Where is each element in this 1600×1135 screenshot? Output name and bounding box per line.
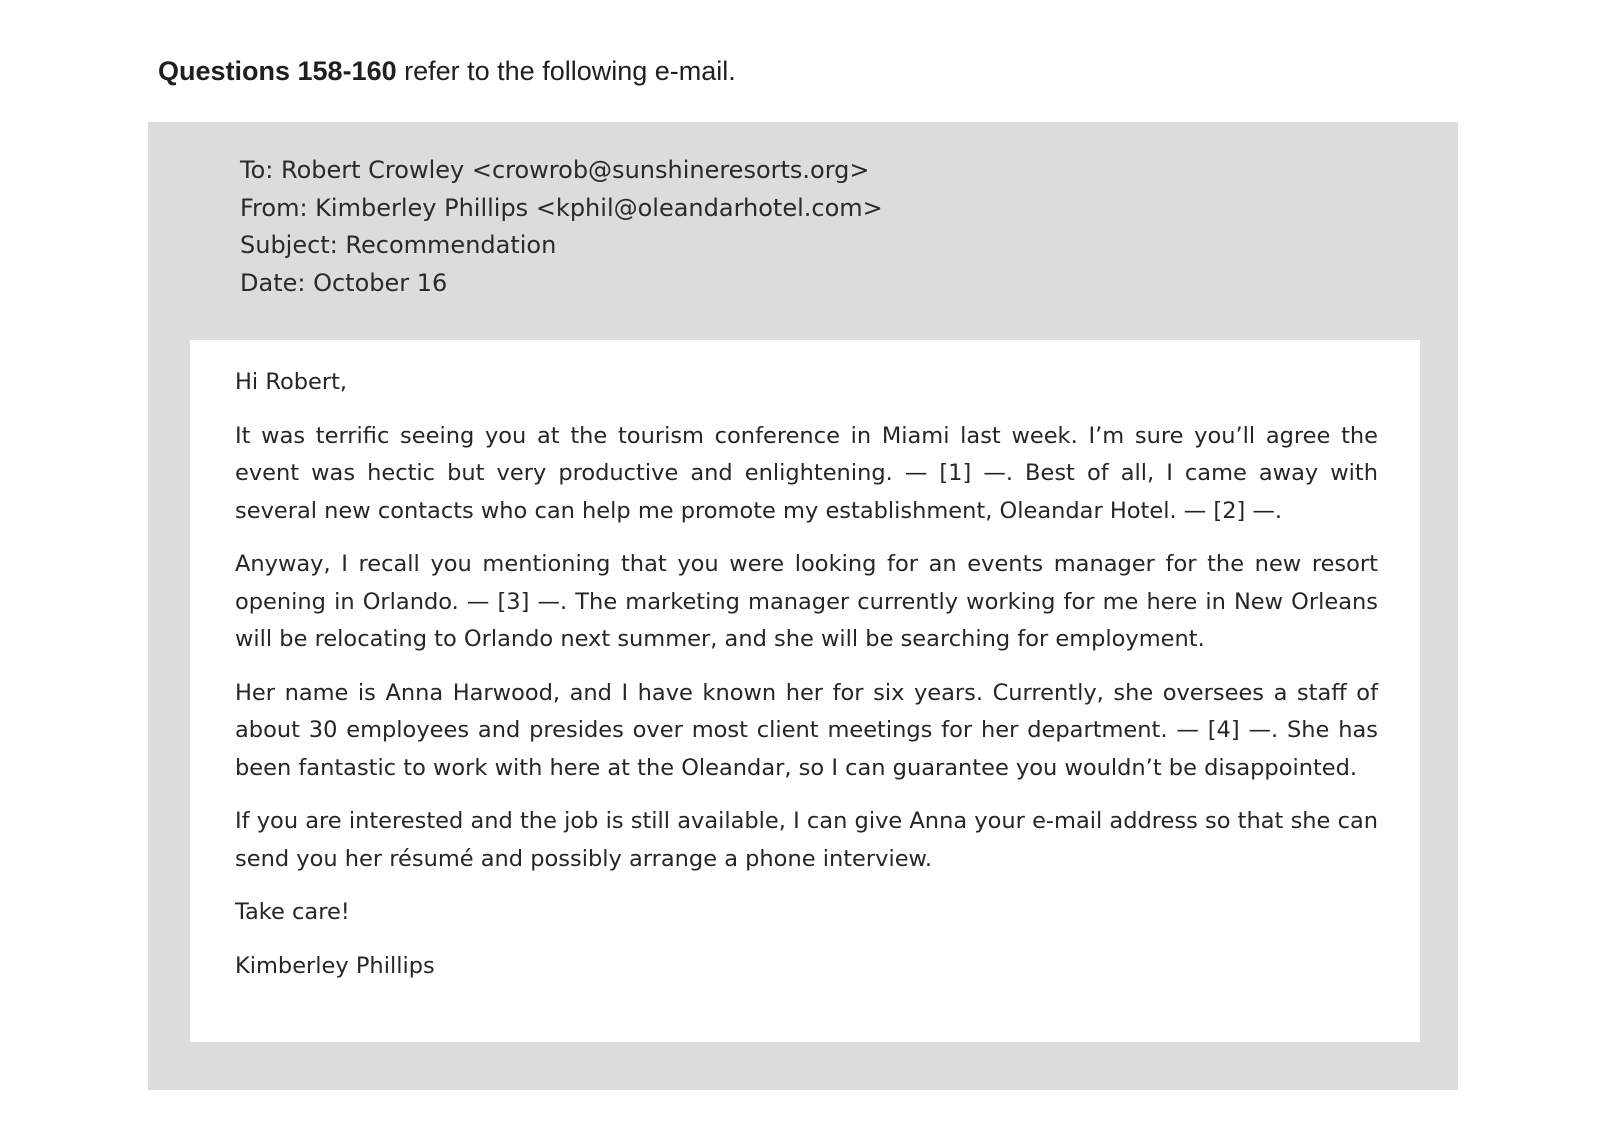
email-to-line: To: Robert Crowley <crowrob@sunshineresorts.org> (240, 156, 870, 184)
email-frame (148, 122, 1458, 1090)
email-paragraph-4: If you are interested and the job is still available, I can give Anna your e-mail address so that she can send you her résumé and possibly arrange a phone interview. (235, 808, 1378, 872)
email-greeting: Hi Robert, (235, 369, 348, 395)
email-from-line: From: Kimberley Phillips <kphil@oleandarhotel.com> (240, 193, 883, 222)
email-header (240, 152, 883, 302)
email-body (190, 340, 1420, 1042)
email-signature: Kimberley Phillips (235, 952, 435, 979)
email-closing: Take care! (235, 899, 350, 925)
email-paragraph-2: Anyway, I recall you mentioning that you were looking for an events manager for the new resort opening in Orlando. — [3] —. The marketing manager currently working for me here in New Orleans will be relocating to Orlando next summer, and she will be searching for employment. (235, 551, 1378, 652)
question-instruction-text: refer to the following e-mail. (396, 56, 736, 86)
question-number: Questions 158-160 (158, 56, 397, 86)
email-date-line: Date: October 16 (240, 268, 448, 297)
email-subject-line: Subject: Recommendation (240, 231, 557, 259)
email-paragraph-3: Her name is Anna Harwood, and I have known her for six years. Currently, she oversees a staff of about 30 employees and presides over most client meetings for her department. — [4] —. She has been fantastic to work with here at the Oleandar, so I can guarantee you wouldn’t be disappointed. (235, 679, 1378, 781)
email-paragraph-1: It was terrific seeing you at the tourism conference in Miami last week. I’m sure you’ll agree the event was hectic but very productive and enlightening. — [1] —. Best of all, I came away with several new contacts who can help me promote my establishment, Oleandar Hotel. — [2] —. (235, 422, 1378, 524)
question-instruction (158, 56, 736, 87)
